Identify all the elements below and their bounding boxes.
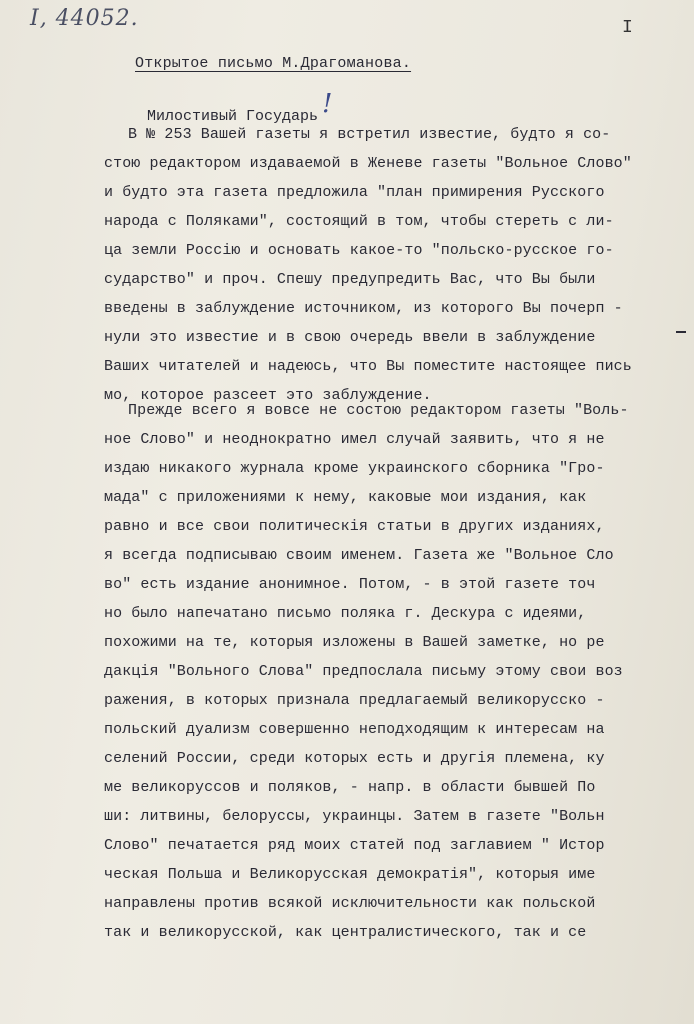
salutation-text: Милостивый Государь [147,108,319,125]
handwritten-exclamation: ! [322,89,333,119]
text-line: мо, которое разсеет это заблуждение. [104,387,432,404]
text-line: нули это известие и в свою очередь ввели в заблуждение [104,329,596,346]
text-line: но было напечатано письмо поляка г. Дескура с идеями, [104,605,587,622]
text-line: издаю никакого журнала кроме украинского сборника "Гро- [104,460,605,477]
text-line: ши: литвины, белоруссы, украинцы. Затем в газете "Вольн [104,808,605,825]
text-line: похожими на те, которыя изложены в Вашей заметке, но ре [104,634,605,651]
text-line: селений России, среди которых есть и другія племена, ку [104,750,605,767]
text-line: ческая Польша и Великорусская демократія", которыя име [104,866,596,883]
text-line: ме великоруссов и поляков, - напр. в области бывшей По [104,779,596,796]
text-line: направлены против всякой исключительности как польской [104,895,596,912]
text-line: Слово" печатается ряд моих статей под заглавием " Истор [104,837,605,854]
margin-mark [676,331,686,333]
text-line: Ваших читателей и надеюсь, что Вы поместите настоящее пись [104,358,632,375]
text-line: стою редактором издаваемой в Женеве газеты "Вольное Слово" [104,155,632,172]
text-line: народа с Поляками", состоящий в том, чтобы стереть с ли- [104,213,614,230]
text-line: равно и все свои политическія статьи в других изданиях, [104,518,605,535]
text-line: сударство" и проч. Спешу предупредить Вас, что Вы были [104,271,596,288]
page-number: I [622,18,633,38]
archive-number: I, 44052. [30,6,139,31]
text-line: я всегда подписываю своим именем. Газета же "Вольное Сло [104,547,614,564]
text-line: ца земли Россію и основать какое-то "польско-русское го- [104,242,614,259]
text-line: и будто эта газета предложила "план примирения Русского [104,184,605,201]
text-line: польский дуализм совершенно неподходящим к интересам на [104,721,605,738]
document-title: Открытое письмо М.Драгоманова. [135,55,412,72]
text-line: мада" с приложениями к нему, каковые мои издания, как [104,489,587,506]
text-line: ражения, в которых признала предлагаемый великорусско - [104,692,605,709]
text-line: дакція "Вольного Слова" предпослала письму этому свои воз [104,663,623,680]
text-line: В № 253 Вашей газеты я встретил известие, будто я со- [128,126,611,143]
text-line: введены в заблуждение источником, из которого Вы почерп - [104,300,623,317]
text-line: во" есть издание анонимное. Потом, - в этой газете точ [104,576,596,593]
text-line: так и великорусской, как централистического, так и се [104,924,587,941]
text-line: ное Слово" и неоднократно имел случай заявить, что я не [104,431,605,448]
text-line: Прежде всего я вовсе не состою редактором газеты "Воль- [128,402,629,419]
